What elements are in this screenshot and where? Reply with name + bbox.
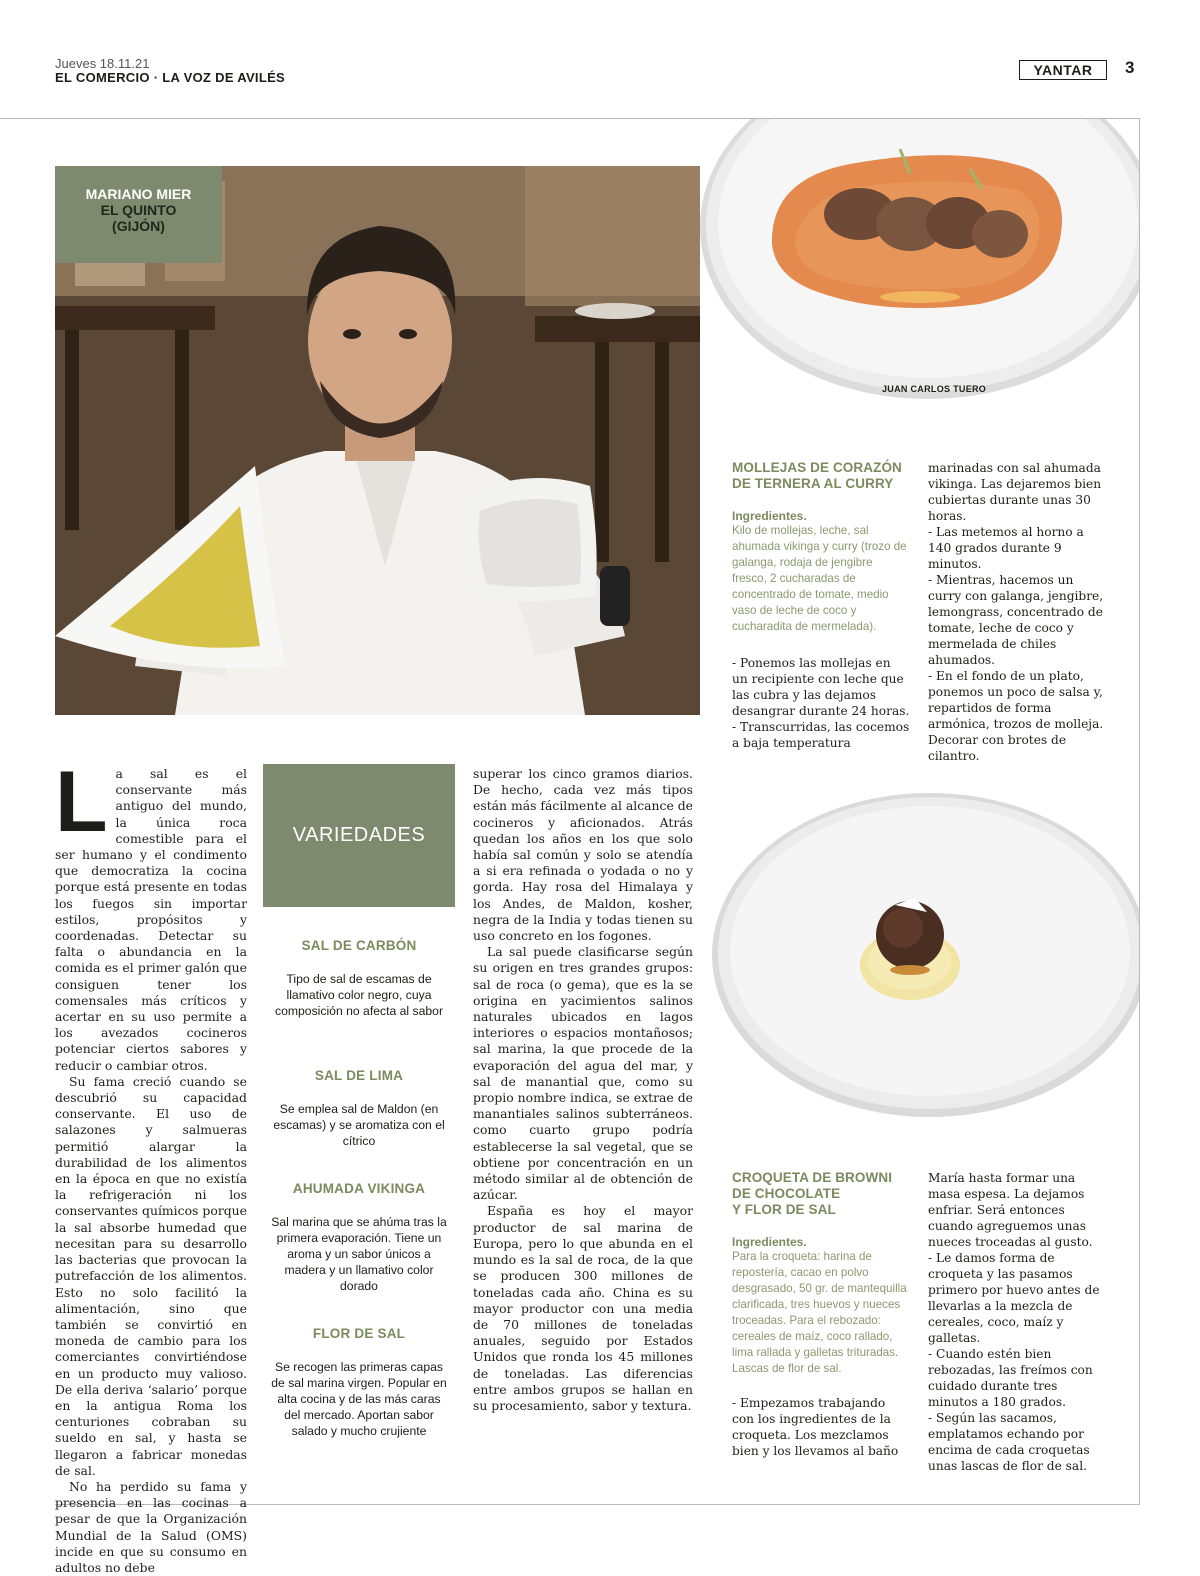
recipe-1-step: - Transcurridas, las cocemos a baja temperatura: [732, 720, 910, 750]
recipe-1-step: - En el fondo de un plato, ponemos un poco de salsa y, repartidos de forma armónica, trozos de molleja. Decorar con brotes de cilantro.: [928, 669, 1104, 763]
recipe-2-title-line-2: DE CHOCOLATE: [732, 1186, 841, 1201]
recipe-2-steps-right: [928, 1170, 1108, 1474]
variety-description: Se recogen las primeras capas de sal marina virgen. Popular en alta cocina y de las más caras del mercado. Aportan sabor salado y mucho crujiente: [271, 1360, 447, 1438]
recipe-2-title: [732, 1170, 912, 1218]
article-column-2: [473, 766, 693, 1414]
recipe-1-ingredients-label: Ingredientes.: [732, 509, 807, 523]
recipe-2-step: - Según las sacamos, emplatamos echando por encima de cada croquetas unas lascas de flor de sal.: [928, 1411, 1090, 1473]
chef-restaurant: EL QUINTO: [100, 202, 177, 218]
variety-item: [268, 938, 450, 1019]
recipe-1-title: [732, 460, 912, 492]
recipe-2-steps-left: [732, 1395, 910, 1459]
article-column-1: [55, 754, 247, 1576]
recipe-1-step: - Mientras, hacemos un curry con galanga, jengibre, lemongrass, concentrado de tomate, leche de coco y mermelada de chiles ahumados.: [928, 573, 1104, 667]
recipe-2-step: María hasta formar una masa espesa. La dejamos enfriar. Será entonces cuando agreguemos unas nueces troceadas al gusto.: [928, 1171, 1093, 1249]
recipe-1-title-line-2: DE TERNERA AL CURRY: [732, 476, 894, 491]
variety-description: Tipo de sal de escamas de llamativo color negro, cuya composición no afecta al sabor: [274, 972, 443, 1018]
sidebar-title: VARIEDADES: [263, 764, 455, 907]
drop-cap: L: [55, 754, 108, 850]
issue-date: Jueves 18.11.21: [55, 56, 150, 71]
recipe-2-title-line-3: Y FLOR DE SAL: [732, 1202, 836, 1217]
mollejas-plate: [700, 119, 1139, 414]
article-paragraph: Su fama creció cuando se descubrió su capacidad conservante. El uso de salazones y salmueras permitió alargar la durabilidad de los alimentos en la época en que no existía la refrigeración ni los conservantes químicos porque la sal absorbe humedad que necesitan para su desarrollo las bacterias que provocan la putrefacción de los alimentos. Esto no solo facilitó la alimentación, sino que también se convirtió en moneda de cambio para los comerciantes convirtiéndose en un producto muy valioso. De ella deriva ‘salario’ porque en la antigua Roma los centuriones cobraban su sueldo en sal, y hasta se llegaron a fabricar monedas de sal.: [55, 1073, 247, 1478]
recipe-2-step: - Le damos forma de croqueta y las pasamos primero por huevo antes de llevarlas a la mezcla de cereales, coco, maíz y galletas.: [928, 1251, 1100, 1345]
article-paragraph: a sal es el conservante más antiguo del mundo, la única roca comestible para el ser humano y el condimento que democratiza la cocina porque está presente en todas los fuegos sin importar estilos, propósitos y coordenadas. Detectar su falta o abundancia en la comida es el primer galón que consiguen tener los comensales más críticos y acertar en su uso permite a los avezados cocineros potenciar ciertos sabores y reducir o cambiar otros.: [55, 766, 247, 1073]
recipe-2-ingredients-text: Para la croqueta: harina de repostería, cacao en polvo desgrasado, 50 gr. de mantequilla clarificada, tres huevos y nueces troceadas. Para el rebozado: cereales de maíz, coco rallado, lima rallada y galletas trituradas. Lascas de flor de sal.: [732, 1250, 907, 1375]
recipe-2-title-line-1: CROQUETA DE BROWNI: [732, 1170, 893, 1185]
recipe-2-ingredients: [732, 1235, 910, 1377]
section-label: YANTAR: [1019, 60, 1107, 80]
variety-title: SAL DE CARBÓN: [301, 938, 417, 953]
variety-item: [268, 1068, 450, 1149]
article-paragraph: España es hoy el mayor productor de sal marina de Europa, pero lo que abunda en el mundo es la sal de roca, de la que se producen 300 millones de toneladas cada año. China es su mayor productor con una media de 70 millones de toneladas anuales, seguido por Estados Unidos que ronda los 45 millones de toneladas. Las diferencias entre ambos grupos se hallan en su procesamiento, sabor y textura.: [473, 1203, 693, 1413]
variety-title: SAL DE LIMA: [314, 1068, 404, 1083]
recipe-1-title-line-1: MOLLEJAS DE CORAZÓN: [732, 460, 902, 475]
recipe-1-steps-right: [928, 460, 1108, 764]
variety-description: Sal marina que se ahúma tras la primera evaporación. Tiene un aroma y un sabor únicos a madera y un llamativo color dorado: [271, 1215, 447, 1293]
article-paragraph: superar los cinco gramos diarios. De hecho, cada vez más tipos están más fácilmente al alcance de cocineros y aficionados. Atrás quedan los años en los que solo había sal común y solo se atendía a si era refinada o yodada o no y gorda. Hay rosa del Himalaya y los Andes, de Maldon, kosher, negra de la India y todas tienen su uso concreto en los fogones.: [473, 766, 693, 944]
variety-title: FLOR DE SAL: [312, 1326, 406, 1341]
newspaper-name: EL COMERCIO · LA VOZ DE AVILÉS: [55, 70, 286, 85]
recipe-1-step: - Las metemos al horno a 140 grados durante 9 minutos.: [928, 525, 1084, 571]
article-paragraph: No ha perdido su fama y presencia en las cocinas a pesar de que la Organización Mundial de la Salud (OMS) incide en que su consumo en adultos no debe: [55, 1478, 247, 1575]
variety-title: AHUMADA VIKINGA: [292, 1181, 426, 1196]
variety-item: [268, 1326, 450, 1439]
recipe-1-step: marinadas con sal ahumada vikinga. Las dejaremos bien cubiertas durante unas 30 horas.: [928, 461, 1102, 523]
page-number: 3: [1125, 58, 1135, 77]
photo-credit: JUAN CARLOS TUERO: [882, 384, 987, 394]
chef-city: (GIJÓN): [112, 218, 165, 234]
recipe-2-step: - Cuando estén bien rebozadas, las freímos con cuidado durante tres minutos a 180 grados.: [928, 1347, 1093, 1409]
article-paragraph: La sal puede clasificarse según su origen en tres grandes grupos: sal de roca (o gema), que es la se origina en yacimientos salinos naturales ubicados en lagos interiores o espacios montañosos; sal marina, la que procede de la evaporación del agua del mar, y sal de manantial que, como su propio nombre indica, se extrae de manantiales salinos subterráneos. como cuarto grupo podría establecerse la sal vegetal, que se obtiene por concentración en un método similar al de obtención de azúcar.: [473, 944, 693, 1203]
chef-label: [55, 166, 222, 263]
variety-description: Se emplea sal de Maldon (en escamas) y se aromatiza con el cítrico: [273, 1102, 445, 1148]
dish-photo-croqueta: [705, 790, 1139, 1135]
recipe-1-ingredients: [732, 509, 910, 635]
recipe-1-steps-left: [732, 655, 910, 751]
recipe-1-ingredients-text: Kilo de mollejas, leche, sal ahumada vikinga y curry (trozo de galanga, rodaja de jengibre fresco, 2 cucharadas de concentrado de tomate, medio vaso de leche de coco y cucharadita de mermelada).: [732, 524, 907, 633]
recipe-2-ingredients-label: Ingredientes.: [732, 1235, 807, 1249]
frame-right-rule: [1139, 118, 1140, 1505]
recipe-2-step: - Empezamos trabajando con los ingredientes de la croqueta. Los mezclamos bien y los llevamos al baño: [732, 1396, 899, 1458]
recipe-1-step: - Ponemos las mollejas en un recipiente con leche que las cubra y las dejamos desangrar durante 24 horas.: [732, 656, 910, 718]
chef-name: MARIANO MIER: [85, 186, 192, 202]
croqueta-plate: [705, 790, 1139, 1135]
variety-item: [268, 1181, 450, 1294]
dish-photo-mollejas: [700, 119, 1139, 414]
